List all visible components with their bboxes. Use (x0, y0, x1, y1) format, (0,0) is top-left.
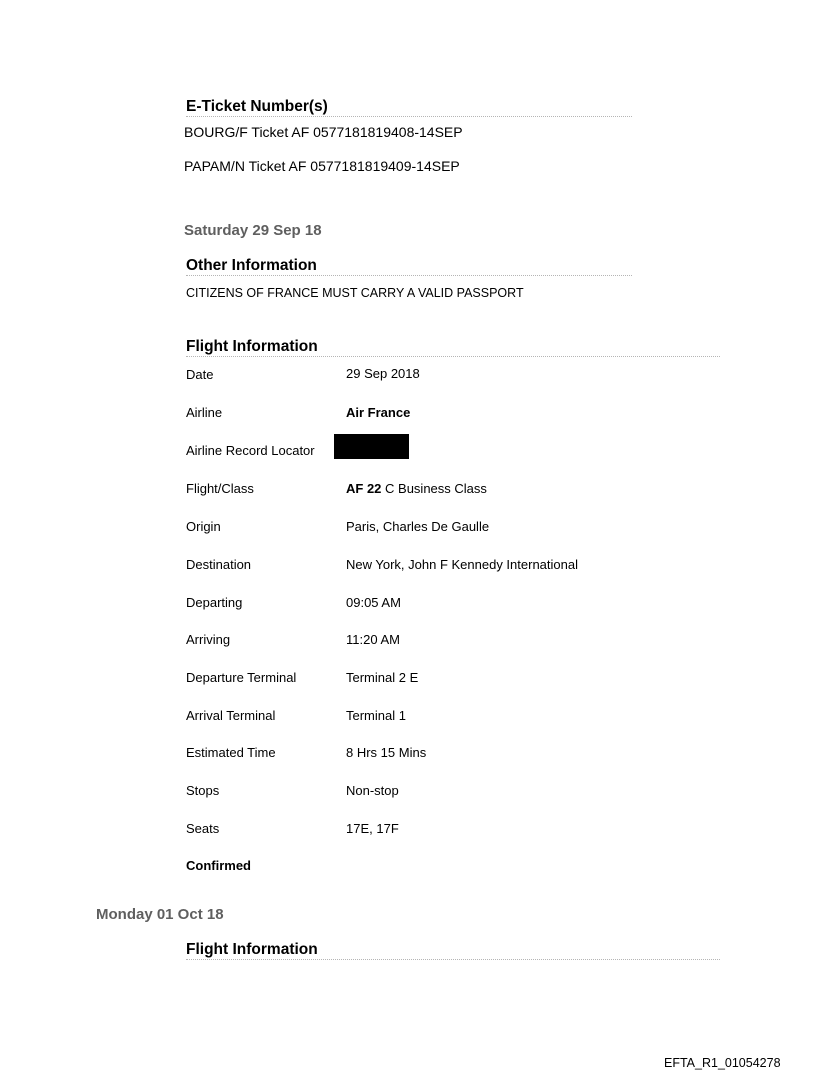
row-value-departure-terminal: Terminal 2 E (346, 670, 419, 685)
flight-info-section-header-2 (186, 939, 720, 960)
row-label-departing: Departing (186, 595, 243, 610)
other-info-text: CITIZENS OF FRANCE MUST CARRY A VALID PASSPORT (186, 286, 524, 300)
row-label-airline: Airline (186, 405, 223, 420)
row-value-date: 29 Sep 2018 (346, 366, 420, 381)
row-label-arrival-terminal: Arrival Terminal (186, 708, 276, 723)
other-info-section-header (186, 255, 632, 276)
row-value-estimated-time: 8 Hrs 15 Mins (346, 745, 427, 760)
row-value-airline: Air France (346, 405, 411, 420)
row-value-seats: 17E, 17F (346, 821, 399, 836)
eticket-heading: E-Ticket Number(s) (186, 98, 328, 115)
flight-info-heading-2: Flight Information (186, 941, 318, 958)
row-value-stops: Non-stop (346, 783, 399, 798)
row-label-seats: Seats (186, 821, 220, 836)
row-value-destination: New York, John F Kennedy International (346, 557, 578, 572)
row-value-arriving: 11:20 AM (346, 632, 400, 647)
row-label-arriving: Arriving (186, 632, 231, 647)
row-value-arrival-terminal: Terminal 1 (346, 708, 406, 723)
ticket-line-2: PAPAM/N Ticket AF 0577181819409-14SEP (184, 158, 460, 174)
booking-status: Confirmed (186, 858, 251, 873)
row-label-origin: Origin (186, 519, 221, 534)
ticket-line-1: BOURG/F Ticket AF 0577181819408-14SEP (184, 124, 463, 140)
flight-number: AF 22 (346, 481, 382, 496)
eticket-section-header (186, 96, 632, 117)
other-info-heading: Other Information (186, 257, 317, 274)
row-label-flight-class: Flight/Class (186, 481, 254, 496)
row-label-destination: Destination (186, 557, 252, 572)
day-date-1: Saturday 29 Sep 18 (184, 222, 322, 239)
row-label-stops: Stops (186, 783, 220, 798)
flight-class: C Business Class (385, 481, 487, 496)
day-date-2: Monday 01 Oct 18 (96, 906, 224, 923)
row-value-origin: Paris, Charles De Gaulle (346, 519, 490, 534)
record-locator-redaction (334, 434, 409, 459)
flight-info-heading: Flight Information (186, 338, 318, 355)
row-value-departing: 09:05 AM (346, 595, 401, 610)
row-value-flight-class (346, 481, 487, 496)
document-id: EFTA_R1_01054278 (664, 1056, 781, 1070)
row-label-date: Date (186, 367, 214, 382)
row-label-estimated-time: Estimated Time (186, 745, 276, 760)
row-label-record-locator: Airline Record Locator (186, 443, 315, 458)
row-label-departure-terminal: Departure Terminal (186, 670, 297, 685)
flight-info-section-header (186, 336, 720, 357)
